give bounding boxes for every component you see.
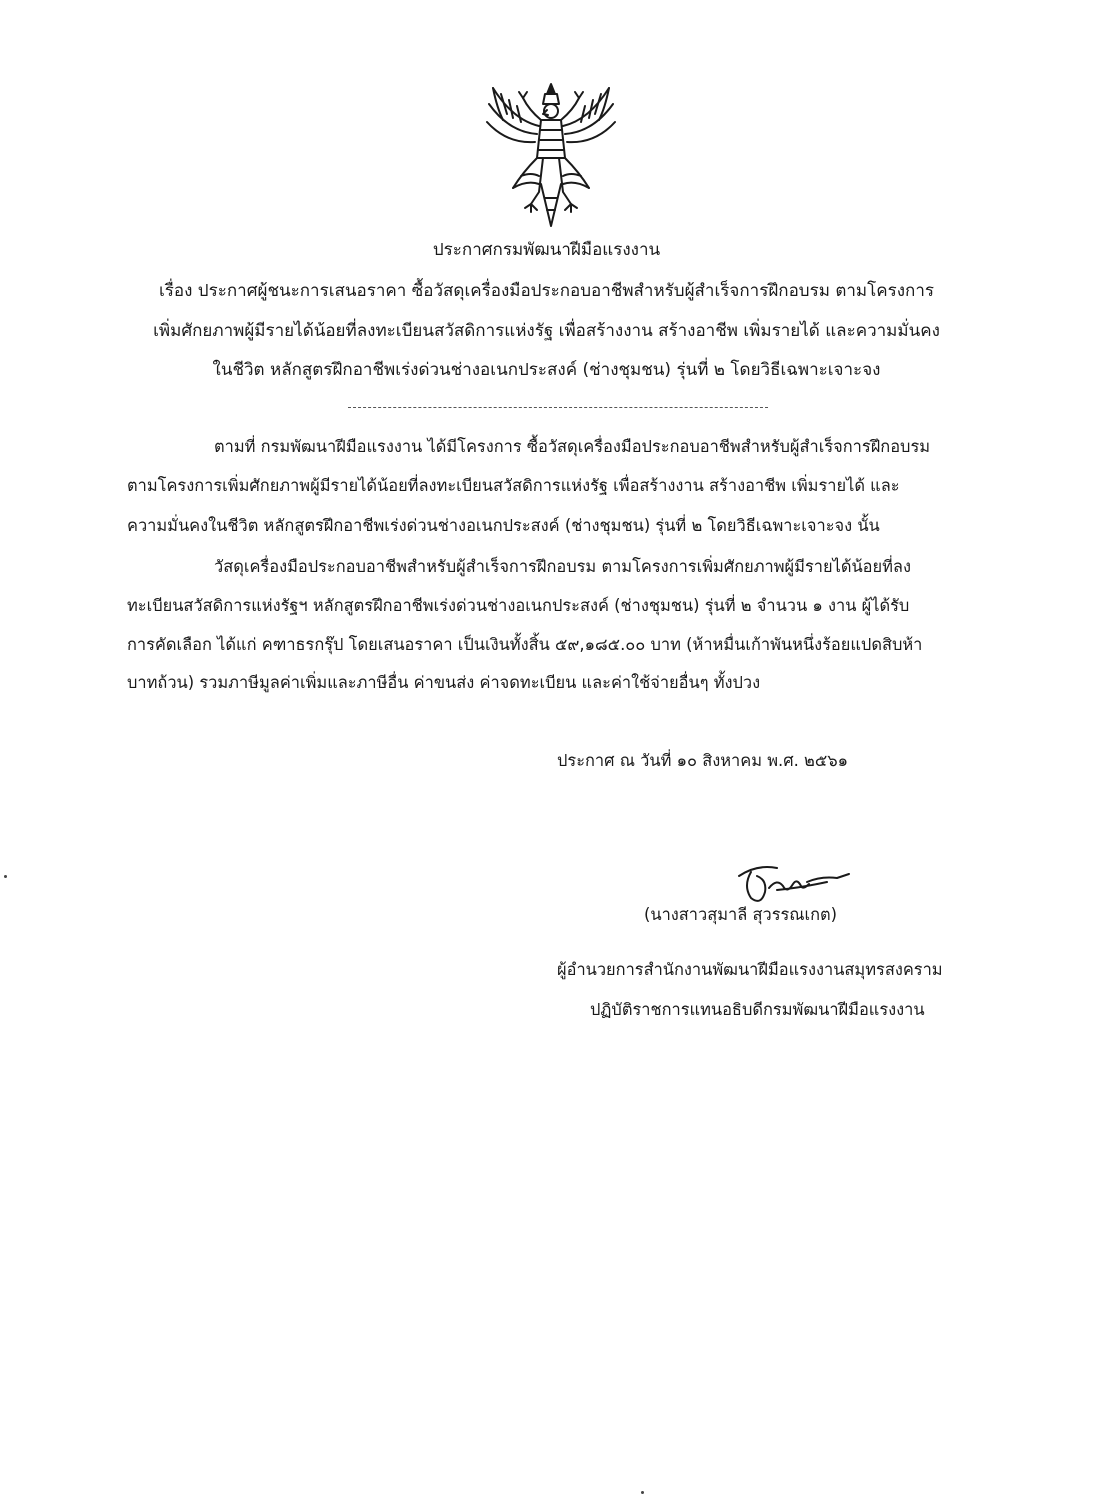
subject-line-1: เรื่อง ประกาศผู้ชนะการเสนอราคา ซื้อวัสดุเครื่องมือประกอบอาชีพสำหรับผู้สำเร็จการฝึกอบรม ตามโครงการ <box>158 281 935 301</box>
paragraph1-line-2: ตามโครงการเพิ่มศักยภาพผู้มีรายได้น้อยที่ลงทะเบียนสวัสดิการแห่งรัฐ เพื่อสร้างงาน สร้างอาชีพ เพิ่มรายได้ และ <box>127 476 900 495</box>
scan-speck <box>4 875 7 878</box>
paragraph2-line-4: บาทถ้วน) รวมภาษีมูลค่าเพิ่มและภาษีอื่น ค่าขนส่ง ค่าจดทะเบียน และค่าใช้จ่ายอื่นๆ ทั้งปวง <box>127 673 761 692</box>
scan-speck <box>641 1491 644 1494</box>
dashed-divider <box>348 407 768 408</box>
signatory-position-1: ผู้อำนวยการสำนักงานพัฒนาฝีมือแรงงานสมุทรสงคราม <box>557 960 943 979</box>
paragraph2-line-2: ทะเบียนสวัสดิการแห่งรัฐฯ หลักสูตรฝึกอาชีพเร่งด่วนช่างอเนกประสงค์ (ช่างชุมชน) รุ่นที่ ๒ จำนวน ๑ งาน ผู้ได้รับ <box>127 596 910 615</box>
garuda-emblem-icon <box>483 80 619 230</box>
subject-line-2: เพิ่มศักยภาพผู้มีรายได้น้อยที่ลงทะเบียนสวัสดิการแห่งรัฐ เพื่อสร้างงาน สร้างอาชีพ เพิ่มรายได้ และความมั่นคง <box>153 321 940 341</box>
paragraph1-line-3: ความมั่นคงในชีวิต หลักสูตรฝึกอาชีพเร่งด่วนช่างอเนกประสงค์ (ช่างชุมชน) รุ่นที่ ๒ โดยวิธีเฉพาะเจาะจง นั้น <box>127 516 880 535</box>
subject-line-3: ในชีวิต หลักสูตรฝึกอาชีพเร่งด่วนช่างอเนกประสงค์ (ช่างชุมชน) รุ่นที่ ๒ โดยวิธีเฉพาะเจาะจง <box>212 360 881 380</box>
signatory-name: (นางสาวสุมาลี สุวรรณเกต) <box>644 905 838 924</box>
paragraph2-line-1: วัสดุเครื่องมือประกอบอาชีพสำหรับผู้สำเร็จการฝึกอบรม ตามโครงการเพิ่มศักยภาพผู้มีรายได้น้อยที่ลง <box>214 557 911 576</box>
paragraph1-line-1: ตามที่ กรมพัฒนาฝีมือแรงงาน ได้มีโครงการ ซื้อวัสดุเครื่องมือประกอบอาชีพสำหรับผู้สำเร็จการฝึกอบรม <box>214 437 931 456</box>
document-title: ประกาศกรมพัฒนาฝีมือแรงงาน <box>432 240 661 260</box>
announce-date: ประกาศ ณ วันที่ ๑๐ สิงหาคม พ.ศ. ๒๕๖๑ <box>557 751 849 770</box>
signatory-position-2: ปฏิบัติราชการแทนอธิบดีกรมพัฒนาฝีมือแรงงาน <box>590 1000 925 1019</box>
paragraph2-line-3: การคัดเลือก ได้แก่ คฑาธรกรุ๊ป โดยเสนอราคา เป็นเงินทั้งสิ้น ๕๙,๑๘๕.๐๐ บาท (ห้าหมื่นเก้าพันหนึ่งร้อยแปดสิบห้า <box>127 635 923 654</box>
